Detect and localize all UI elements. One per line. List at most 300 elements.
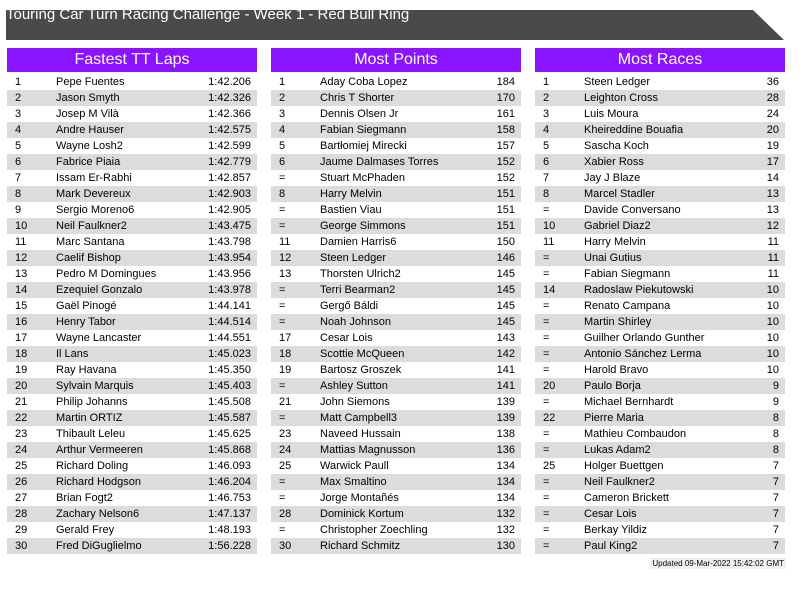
leaderboard-table — [7, 74, 257, 554]
rank-cell: 6 — [271, 154, 320, 170]
driver-name-cell: Henry Tabor — [56, 314, 191, 330]
rank-cell: 5 — [15, 140, 22, 152]
rank-cell: 4 — [271, 122, 320, 138]
value-cell: 7 — [719, 474, 785, 490]
table-row — [7, 298, 257, 314]
driver-name-cell: Sascha Koch — [584, 140, 649, 152]
updated-timestamp: Updated 09-Mar-2022 15:42:02 GMT — [652, 559, 784, 568]
value-cell: 1:48.193 — [208, 524, 251, 536]
value-cell: 151 — [496, 204, 515, 216]
value-cell: 10 — [766, 364, 779, 376]
table-row — [535, 106, 785, 122]
value-cell: 1:43.954 — [191, 250, 257, 266]
driver-name-cell: Leighton Cross — [584, 90, 719, 106]
value-cell: 139 — [496, 396, 515, 408]
rank-cell: = — [535, 250, 584, 266]
driver-name-cell: Matt Campbell3 — [320, 410, 455, 426]
rank-cell: 21 — [15, 396, 28, 408]
driver-name-cell: Gergő Báldi — [320, 300, 379, 312]
rank-cell: 3 — [15, 108, 22, 120]
table-row — [271, 426, 521, 442]
value-cell: 10 — [719, 282, 785, 298]
rank-cell: = — [279, 524, 286, 536]
table-row — [535, 474, 785, 490]
driver-name-cell: Neil Faulkner2 — [584, 474, 719, 490]
table-row — [535, 506, 785, 522]
driver-name-cell: Mattias Magnusson — [320, 442, 455, 458]
driver-name-cell: Dominick Kortum — [320, 506, 455, 522]
driver-name-cell: Pierre Maria — [584, 410, 719, 426]
table-row — [7, 138, 257, 154]
rank-cell: = — [535, 346, 584, 362]
driver-name-cell: Xabier Ross — [584, 154, 719, 170]
table-row — [535, 250, 785, 266]
rank-cell: 17 — [15, 332, 28, 344]
rank-cell: 15 — [15, 300, 28, 312]
value-cell: 1:45.403 — [191, 378, 257, 394]
rank-cell: 24 — [7, 442, 56, 458]
driver-name-cell: Jay J Blaze — [584, 172, 641, 184]
rank-cell: = — [271, 474, 320, 490]
table-row — [535, 298, 785, 314]
table-row — [271, 394, 521, 410]
value-cell: 132 — [496, 524, 515, 536]
driver-name-cell: Zachary Nelson6 — [56, 506, 191, 522]
rank-cell: 8 — [535, 186, 584, 202]
driver-name-cell: Aday Coba Lopez — [320, 76, 408, 88]
leaderboard-table — [271, 74, 521, 554]
driver-name-cell: Fabrice Piaia — [56, 154, 191, 170]
rank-cell: 10 — [535, 218, 584, 234]
value-cell: 1:42.857 — [208, 172, 251, 184]
value-cell: 134 — [496, 460, 515, 472]
table-row — [7, 346, 257, 362]
table-row — [7, 250, 257, 266]
value-cell: 20 — [719, 122, 785, 138]
table-row — [7, 490, 257, 506]
rank-cell: 23 — [15, 428, 28, 440]
value-cell: 1:42.903 — [191, 186, 257, 202]
rank-cell: 2 — [271, 90, 320, 106]
rank-cell: 25 — [279, 460, 292, 472]
driver-name-cell: Caelif Bishop — [56, 250, 191, 266]
table-row — [7, 474, 257, 490]
rank-cell: = — [543, 428, 550, 440]
table-row — [271, 170, 521, 186]
value-cell: 11 — [767, 236, 779, 248]
driver-name-cell: Steen Ledger — [320, 250, 455, 266]
driver-name-cell: Stuart McPhaden — [320, 172, 405, 184]
rank-cell: 19 — [279, 364, 292, 376]
value-cell: 184 — [496, 76, 515, 88]
rank-cell: 6 — [535, 154, 584, 170]
value-cell: 150 — [496, 236, 515, 248]
table-row — [535, 234, 785, 250]
rank-cell: 19 — [15, 364, 28, 376]
rank-cell: 3 — [543, 108, 550, 120]
table-row — [271, 74, 521, 90]
table-row — [271, 474, 521, 490]
driver-name-cell: Marcel Stadler — [584, 186, 719, 202]
driver-name-cell: Warwick Paull — [320, 460, 389, 472]
driver-name-cell: Marc Santana — [56, 236, 125, 248]
driver-name-cell: Terri Bearman2 — [320, 282, 455, 298]
value-cell: 145 — [496, 268, 515, 280]
value-cell: 1:42.575 — [191, 122, 257, 138]
driver-name-cell: Sylvain Marquis — [56, 378, 191, 394]
table-row — [7, 442, 257, 458]
driver-name-cell: Berkay Yildiz — [584, 524, 647, 536]
value-cell: 130 — [455, 538, 521, 554]
rank-cell: 23 — [279, 428, 292, 440]
driver-name-cell: Harry Melvin — [320, 186, 455, 202]
table-row — [271, 266, 521, 282]
table-row — [535, 202, 785, 218]
driver-name-cell: Damien Harris6 — [320, 236, 397, 248]
driver-name-cell: Ezequiel Gonzalo — [56, 282, 191, 298]
driver-name-cell: Unai Gutius — [584, 250, 719, 266]
table-row — [7, 362, 257, 378]
driver-name-cell: Renato Campana — [584, 300, 671, 312]
value-cell: 134 — [496, 492, 515, 504]
value-cell: 11 — [767, 268, 779, 280]
value-cell: 13 — [766, 204, 779, 216]
table-row — [7, 74, 257, 90]
rank-cell: 13 — [279, 268, 292, 280]
value-cell: 158 — [455, 122, 521, 138]
driver-name-cell: Lukas Adam2 — [584, 442, 719, 458]
value-cell: 14 — [766, 172, 779, 184]
value-cell: 134 — [455, 474, 521, 490]
rank-cell: 25 — [543, 460, 556, 472]
driver-name-cell: Brian Fogt2 — [56, 492, 113, 504]
table-row — [535, 314, 785, 330]
rank-cell: 12 — [7, 250, 56, 266]
driver-name-cell: Luis Moura — [584, 108, 639, 120]
driver-name-cell: Gaël Pinogé — [56, 300, 117, 312]
value-cell: 36 — [766, 76, 779, 88]
driver-name-cell: Il Lans — [56, 346, 191, 362]
driver-name-cell: Jorge Montañés — [320, 492, 399, 504]
value-cell: 1:56.228 — [191, 538, 257, 554]
table-row — [271, 410, 521, 426]
value-cell: 7 — [719, 506, 785, 522]
table-row — [535, 522, 785, 538]
driver-name-cell: Josep M Vilà — [56, 108, 119, 120]
value-cell: 1:44.141 — [208, 300, 251, 312]
rank-cell: 1 — [279, 76, 286, 88]
table-row — [535, 410, 785, 426]
rank-cell: 7 — [15, 172, 22, 184]
rank-cell: = — [279, 300, 286, 312]
rank-cell: 26 — [7, 474, 56, 490]
rank-cell: 17 — [279, 332, 292, 344]
table-row — [271, 362, 521, 378]
rank-cell: = — [279, 204, 286, 216]
driver-name-cell: Bartosz Groszek — [320, 364, 402, 376]
value-cell: 1:43.475 — [191, 218, 257, 234]
table-row — [7, 426, 257, 442]
table-row — [7, 90, 257, 106]
rank-cell: 20 — [7, 378, 56, 394]
table-row — [7, 378, 257, 394]
table-row — [271, 442, 521, 458]
rank-cell: = — [543, 204, 550, 216]
driver-name-cell: Martin Shirley — [584, 314, 719, 330]
value-cell: 7 — [772, 524, 779, 536]
value-cell: 1:45.350 — [208, 364, 251, 376]
table-row — [7, 458, 257, 474]
driver-name-cell: Neil Faulkner2 — [56, 218, 191, 234]
value-cell: 28 — [719, 90, 785, 106]
driver-name-cell: Thibault Leleu — [56, 428, 126, 440]
value-cell: 13 — [719, 186, 785, 202]
value-cell: 138 — [496, 428, 515, 440]
rank-cell: 18 — [7, 346, 56, 362]
value-cell: 9 — [772, 396, 779, 408]
driver-name-cell: Christopher Zoechling — [320, 524, 428, 536]
panel-header: Most Races — [535, 48, 785, 72]
rank-cell: 10 — [7, 218, 56, 234]
value-cell: 10 — [766, 300, 779, 312]
rank-cell: 9 — [15, 204, 22, 216]
driver-name-cell: Guilher Orlando Gunther — [584, 332, 705, 344]
value-cell: 145 — [496, 300, 515, 312]
value-cell: 1:46.204 — [191, 474, 257, 490]
table-row — [271, 202, 521, 218]
value-cell: 10 — [719, 346, 785, 362]
driver-name-cell: Ashley Sutton — [320, 378, 455, 394]
value-cell: 152 — [455, 154, 521, 170]
table-row — [7, 170, 257, 186]
table-row — [7, 218, 257, 234]
rank-cell: 28 — [271, 506, 320, 522]
value-cell: 1:45.023 — [191, 346, 257, 362]
rank-cell: = — [535, 538, 584, 554]
value-cell: 8 — [719, 442, 785, 458]
table-row — [271, 90, 521, 106]
rank-cell: = — [543, 524, 550, 536]
driver-name-cell: Ray Havana — [56, 364, 117, 376]
table-row — [535, 394, 785, 410]
value-cell: 12 — [719, 218, 785, 234]
rank-cell: = — [535, 474, 584, 490]
value-cell: 1:44.551 — [208, 332, 251, 344]
rank-cell: 5 — [279, 140, 286, 152]
rank-cell: 30 — [7, 538, 56, 554]
table-row — [271, 106, 521, 122]
table-row — [7, 154, 257, 170]
rank-cell: 25 — [15, 460, 28, 472]
value-cell: 1:46.753 — [208, 492, 251, 504]
value-cell: 1:43.978 — [191, 282, 257, 298]
value-cell: 10 — [766, 332, 779, 344]
value-cell: 1:44.514 — [191, 314, 257, 330]
table-row — [271, 458, 521, 474]
table-row — [7, 522, 257, 538]
rank-cell: 2 — [535, 90, 584, 106]
value-cell: 11 — [719, 250, 785, 266]
rank-cell: = — [543, 332, 550, 344]
table-row — [7, 394, 257, 410]
driver-name-cell: George Simmons — [320, 218, 455, 234]
table-row — [271, 330, 521, 346]
panel-header: Fastest TT Laps — [7, 48, 257, 72]
rank-cell: 8 — [7, 186, 56, 202]
rank-cell: 11 — [543, 236, 555, 248]
driver-name-cell: Pedro M Domingues — [56, 268, 157, 280]
table-row — [535, 170, 785, 186]
value-cell: 145 — [455, 314, 521, 330]
rank-cell: 22 — [535, 410, 584, 426]
driver-name-cell: Radoslaw Piekutowski — [584, 282, 719, 298]
driver-name-cell: Fred DiGuglielmo — [56, 538, 191, 554]
value-cell: 145 — [455, 282, 521, 298]
rank-cell: = — [535, 506, 584, 522]
value-cell: 1:45.868 — [191, 442, 257, 458]
driver-name-cell: Holger Buettgen — [584, 460, 664, 472]
table-row — [271, 234, 521, 250]
value-cell: 146 — [455, 250, 521, 266]
driver-name-cell: Cameron Brickett — [584, 492, 669, 504]
driver-name-cell: Dennis Olsen Jr — [320, 108, 399, 120]
value-cell: 1:42.366 — [208, 108, 251, 120]
driver-name-cell: Wayne Losh2 — [56, 140, 123, 152]
driver-name-cell: Arthur Vermeeren — [56, 442, 191, 458]
value-cell: 142 — [455, 346, 521, 362]
rank-cell: = — [543, 492, 550, 504]
rank-cell: = — [271, 410, 320, 426]
driver-name-cell: Steen Ledger — [584, 76, 651, 88]
driver-name-cell: Harry Melvin — [584, 236, 646, 248]
value-cell: 170 — [455, 90, 521, 106]
most-races-panel — [535, 48, 785, 554]
table-row — [7, 186, 257, 202]
rank-cell: = — [543, 300, 550, 312]
rank-cell: = — [543, 268, 550, 280]
table-row — [271, 490, 521, 506]
table-row — [7, 538, 257, 554]
rank-cell: = — [271, 218, 320, 234]
driver-name-cell: Cesar Lois — [320, 332, 373, 344]
rank-cell: 20 — [535, 378, 584, 394]
rank-cell: 8 — [271, 186, 320, 202]
rank-cell: = — [271, 314, 320, 330]
rank-cell: 3 — [279, 108, 286, 120]
driver-name-cell: Noah Johnson — [320, 314, 455, 330]
rank-cell: = — [535, 314, 584, 330]
driver-name-cell: Martin ORTIZ — [56, 410, 191, 426]
table-row — [271, 522, 521, 538]
driver-name-cell: Andre Hauser — [56, 122, 191, 138]
driver-name-cell: Richard Doling — [56, 460, 129, 472]
value-cell: 136 — [455, 442, 521, 458]
rank-cell: 28 — [7, 506, 56, 522]
value-cell: 10 — [719, 314, 785, 330]
table-row — [271, 378, 521, 394]
driver-name-cell: Davide Conversano — [584, 204, 681, 216]
driver-name-cell: Thorsten Ulrich2 — [320, 268, 401, 280]
value-cell: 152 — [496, 172, 515, 184]
rank-cell: 24 — [271, 442, 320, 458]
driver-name-cell: Jason Smyth — [56, 90, 191, 106]
driver-name-cell: Gerald Frey — [56, 524, 115, 536]
table-row — [535, 154, 785, 170]
value-cell: 1:43.956 — [208, 268, 251, 280]
driver-name-cell: Gabriel Diaz2 — [584, 218, 719, 234]
rank-cell: 21 — [279, 396, 292, 408]
value-cell: 19 — [766, 140, 779, 152]
page-title: Touring Car Turn Racing Challenge - Week 1 - Red Bull Ring — [6, 6, 410, 23]
rank-cell: = — [279, 492, 286, 504]
rank-cell: 30 — [271, 538, 320, 554]
driver-name-cell: Kheireddine Bouafia — [584, 122, 719, 138]
driver-name-cell: Issam Er-Rabhi — [56, 172, 132, 184]
driver-name-cell: Scottie McQueen — [320, 346, 455, 362]
table-row — [271, 138, 521, 154]
value-cell: 157 — [496, 140, 515, 152]
value-cell: 151 — [455, 186, 521, 202]
table-row — [271, 506, 521, 522]
table-row — [535, 426, 785, 442]
table-row — [271, 314, 521, 330]
value-cell: 17 — [719, 154, 785, 170]
driver-name-cell: Cesar Lois — [584, 506, 719, 522]
value-cell: 24 — [766, 108, 779, 120]
value-cell: 7 — [719, 538, 785, 554]
table-row — [535, 282, 785, 298]
table-row — [535, 490, 785, 506]
driver-name-cell: Antonio Sánchez Lerma — [584, 346, 719, 362]
table-row — [535, 442, 785, 458]
most-points-panel — [271, 48, 521, 554]
table-row — [535, 90, 785, 106]
driver-name-cell: Bastien Viau — [320, 204, 382, 216]
value-cell: 141 — [455, 378, 521, 394]
value-cell: 143 — [496, 332, 515, 344]
value-cell: 7 — [772, 492, 779, 504]
table-row — [535, 74, 785, 90]
table-row — [535, 330, 785, 346]
driver-name-cell: Naveed Hussain — [320, 428, 401, 440]
rank-cell: 13 — [15, 268, 28, 280]
rank-cell: 4 — [7, 122, 56, 138]
driver-name-cell: Paul King2 — [584, 538, 719, 554]
rank-cell: 27 — [15, 492, 28, 504]
table-row — [271, 346, 521, 362]
driver-name-cell: John Siemons — [320, 396, 390, 408]
rank-cell: 4 — [535, 122, 584, 138]
driver-name-cell: Paulo Borja — [584, 378, 719, 394]
driver-name-cell: Chris T Shorter — [320, 90, 455, 106]
rank-cell: 29 — [15, 524, 28, 536]
driver-name-cell: Bartłomiej Mirecki — [320, 140, 407, 152]
driver-name-cell: Sergio Moreno6 — [56, 204, 135, 216]
table-row — [271, 186, 521, 202]
value-cell: 1:42.905 — [208, 204, 251, 216]
driver-name-cell: Mathieu Combaudon — [584, 428, 687, 440]
rank-cell: = — [279, 172, 286, 184]
value-cell: 9 — [719, 378, 785, 394]
table-row — [271, 250, 521, 266]
table-row — [7, 506, 257, 522]
table-row — [7, 410, 257, 426]
driver-name-cell: Philip Johanns — [56, 396, 128, 408]
value-cell: 151 — [455, 218, 521, 234]
rank-cell: 16 — [7, 314, 56, 330]
driver-name-cell: Max Smaltino — [320, 474, 455, 490]
table-row — [271, 218, 521, 234]
